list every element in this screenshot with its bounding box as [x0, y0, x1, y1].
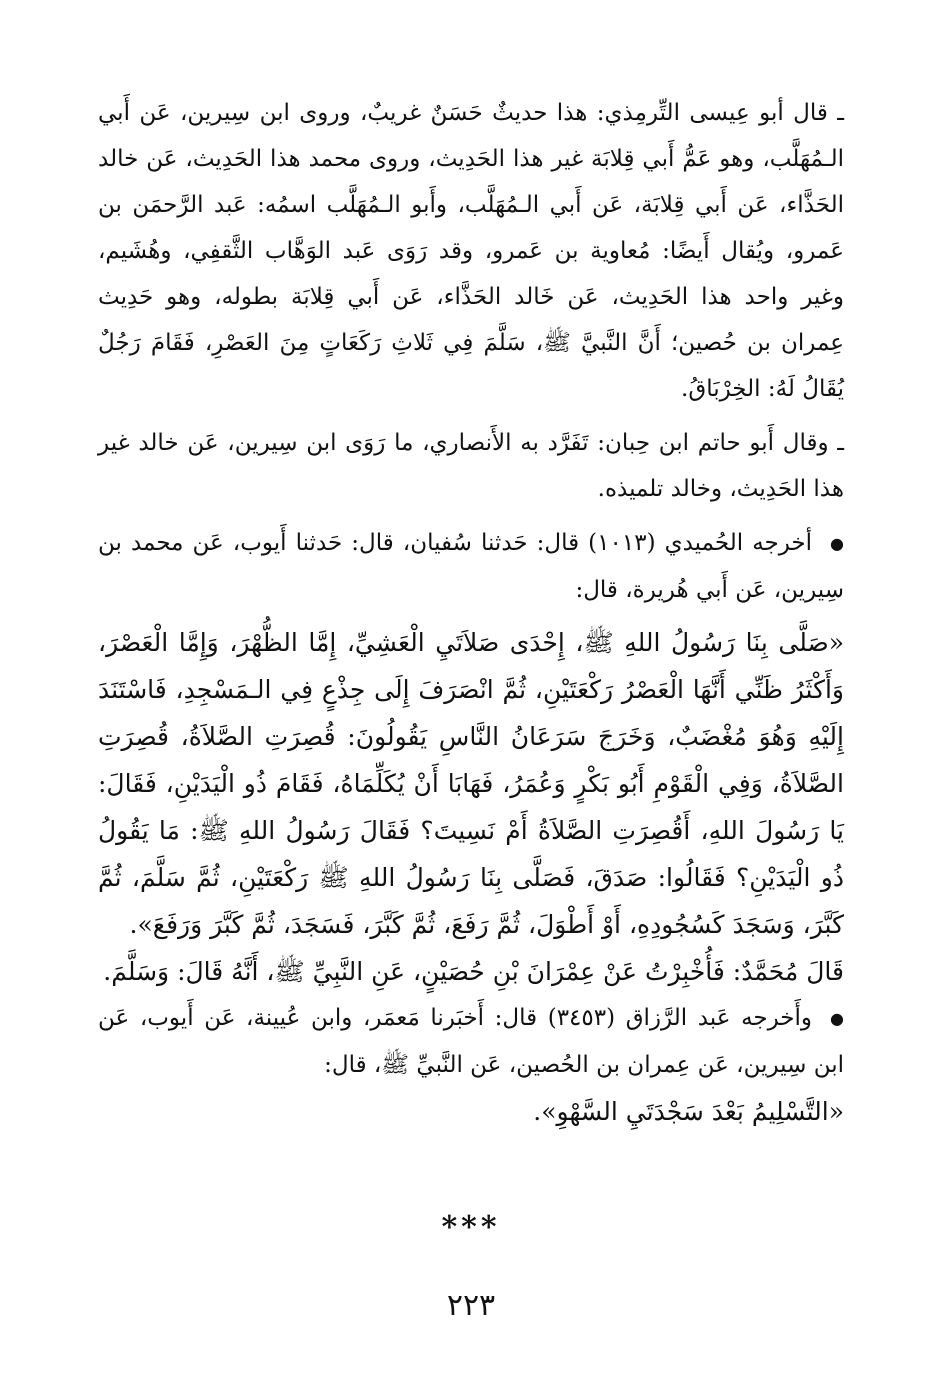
ibn-hibban-commentary-text: ـ وقال أَبو حاتم ابن حِبان: تَفَرَّد به الأَنصاري، ما رَوَى ابن سِيرين، عَن خالد غير هذا الحَدِيث، وخالد تلميذه. — [98, 430, 844, 502]
humaydi-isnad — [98, 520, 844, 613]
hadith-short-text — [98, 1088, 844, 1135]
hadith-note — [98, 948, 844, 995]
section-separator: *** — [441, 1210, 501, 1245]
abdulrazzaq-isnad-text: وأَخرجه عَبد الرَّزاق (٣٤٥٣) قال: أَخبَرنا مَعمَر، وابن عُيينة، عَن أَيوب، عَن ابن سِيرين، عَن عِمران بن الحُصين، عَن النَّبيِّ ﷺ، قال: — [98, 1005, 844, 1078]
page-body — [98, 90, 844, 1135]
hadith-note-content: قَالَ مُحَمَّدٌ: فَأُخْبِرْتُ عَنْ عِمْرَانَ بْنِ حُصَيْنٍ، عَنِ النَّبِيِّ ﷺ، أَنَّهُ قَالَ: وَسَلَّمَ. — [103, 957, 844, 986]
tirmidhi-commentary — [98, 90, 844, 412]
bullet-icon: ● — [830, 1009, 844, 1028]
tirmidhi-commentary-text: ـ قال أبو عِيسى التِّرمِذي: هذا حديثٌ حَسَنٌ غريبٌ، وروى ابن سِيرين، عَن أَبي الـمُهَلَّب، وهو عَمُّ أَبي قِلابَة غير هذا الحَدِيث، وروى محمد هذا الحَدِيث، عَن خالد الحَذَّاء، عَن أَبي قِلابَة، عَن أَبي الـمُهَلَّب، وأَبو الـمُهَلَّب اسمُه: عَبد الرَّحمَن بن عَمرو، ويُقال أَيضًا: مُعاوية بن عَمرو، وقد رَوَى عَبد الوَهَّاب الثَّقفِي، وهُشَيم، وغير واحد هذا الحَدِيث، عَن خَالد الحَذَّاء، عَن أَبي قِلابَة بطوله، وهو حَدِيث عِمران بن حُصين؛ أَنَّ النَّبيَّ ﷺ، سَلَّمَ فِي ثَلاثِ رَكَعَاتٍ مِنَ العَصْرِ، فَقَامَ رَجُلٌ يُقَالُ لَهُ: الخِرْبَاقُ. — [98, 100, 844, 402]
page-number: ٢٢٣ — [446, 1288, 496, 1323]
humaydi-isnad-text: أخرجه الحُميدي (١٠١٣) قال: حَدثنا سُفيان، قال: حَدثنا أَيوب، عَن محمد بن سِيرين، عَن أَبي هُريرة، قال: — [98, 530, 844, 603]
bullet-icon: ● — [830, 534, 845, 553]
hadith-main-text — [98, 619, 844, 948]
hadith-short-content: «التَّسْلِيمُ بَعْدَ سَجْدَتَيِ السَّهْوِ». — [533, 1097, 844, 1126]
ibn-hibban-commentary — [98, 420, 844, 512]
abdulrazzaq-isnad — [98, 995, 844, 1088]
hadith-main-content: «صَلَّى بِنَا رَسُولُ اللهِ ﷺ، إِحْدَى صَلاَتَيِ الْعَشِيِّ، إِمَّا الظُّهْرَ، وَإِمَّا الْعَصْرَ، وَأَكْثَرُ ظَنِّي أَنَّهَا الْعَصْرُ رَكْعَتَيْنِ، ثُمَّ انْصَرَفَ إِلَى جِذْعٍ فِي الـمَسْجِدِ، فَاسْتَنَدَ إِلَيْهِ وَهُوَ مُغْضَبٌ، وَخَرَجَ سَرَعَانُ النَّاسِ يَقُولُونَ: قُصِرَتِ الصَّلاَةُ، قُصِرَتِ الصَّلاَةُ، وَفِي الْقَوْمِ أَبُو بَكْرٍ وَعُمَرُ، فَهَابَا أَنْ يُكَلِّمَاهُ، فَقَامَ ذُو الْيَدَيْنِ، فَقَالَ: يَا رَسُولَ اللهِ، أَقُصِرَتِ الصَّلاَةُ أَمْ نَسِيتَ؟ فَقَالَ رَسُولُ اللهِ ﷺ: مَا يَقُولُ ذُو الْيَدَيْنِ؟ فَقَالُوا: صَدَقَ، فَصَلَّى بِنَا رَسُولُ اللهِ ﷺ رَكْعَتَيْنِ، ثُمَّ سَلَّمَ، ثُمَّ كَبَّرَ، وَسَجَدَ كَسُجُودِهِ، أَوْ أَطْوَلَ، ثُمَّ رَفَعَ، ثُمَّ كَبَّرَ، فَسَجَدَ، ثُمَّ كَبَّرَ وَرَفَعَ». — [98, 628, 844, 939]
